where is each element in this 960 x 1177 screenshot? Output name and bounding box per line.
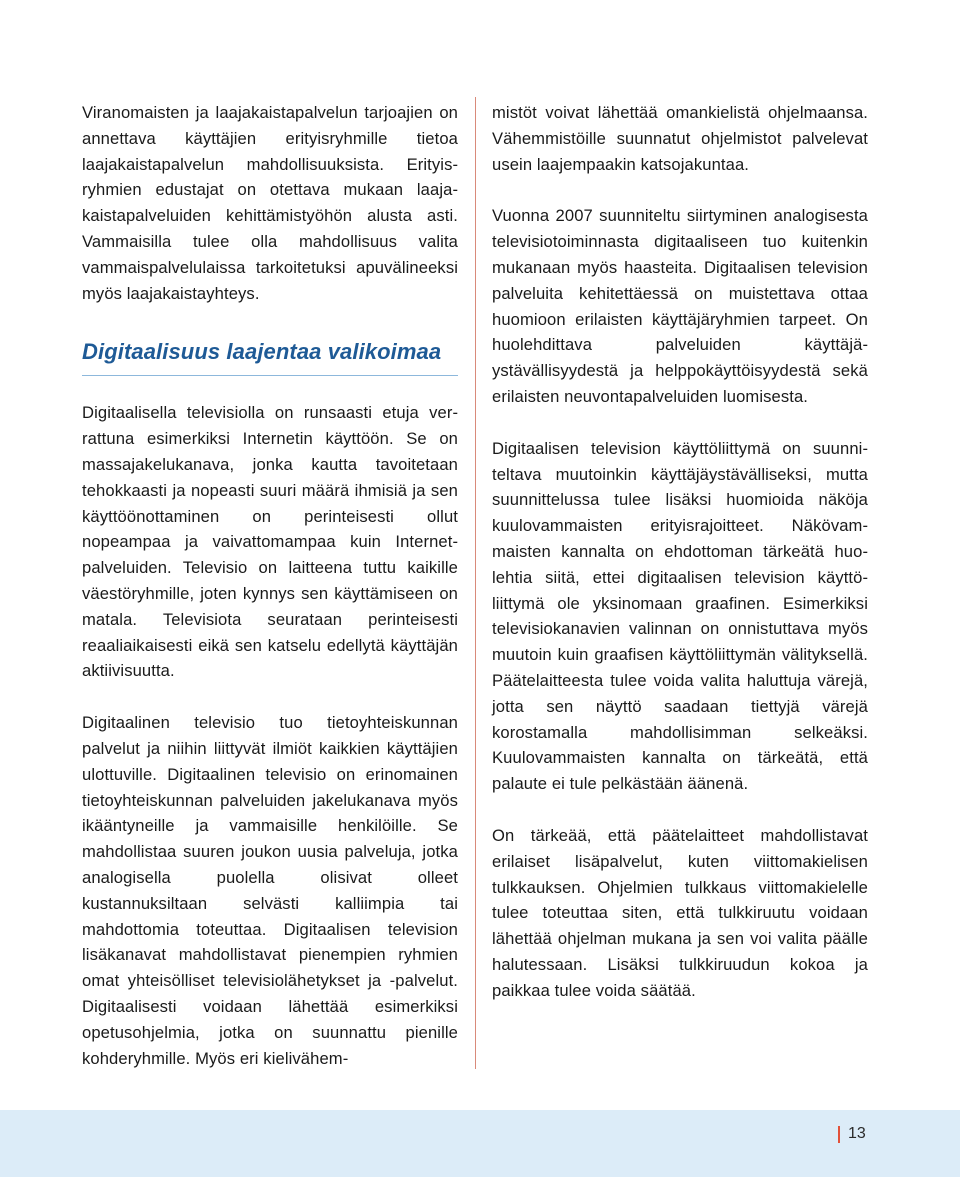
body-paragraph: On tärkeää, että päätelaitteet mahdollistavat erilaiset lisäpalvelut, kuten viittomakielisen tulkkauksen. Ohjelmien tulkkaus viittomakielelle tulee toteuttaa siten, että tulkkiruutu voidaan lähettää ohjelman mukana ja sen voi valita päälle halutessaan. Lisäksi tulkkiruudun kokoa ja paikkaa tulee voida säätää. xyxy=(492,825,868,1000)
body-paragraph: Digitaalisella televisiolla on runsaasti etuja verrattuna esimerkiksi Internetin käyttöön. Se on massajakelukanava, jonka kautta tavoitetaan tehokkaasti ja nopeasti suuri määrä ihmisiä ja sen käyttöönottaminen on perinteisesti ollut nopeampaa ja vaivattomampaa kuin Internetpalveluiden. Televisio on laitteena tuttu kaikille väestöryhmille, joten kynnys sen käyttämiseen on matala. Televisiota seurataan perinteisesti reaaliaikaisesti eikä sen katselu edellytä käyttäjän aktiivisuutta. xyxy=(82,403,458,681)
footer-band xyxy=(0,1110,960,1177)
page-number: 13 xyxy=(848,1125,866,1142)
section-heading: Digitaalisuus laajentaa valikoimaa xyxy=(82,338,458,376)
left-column xyxy=(82,100,458,1071)
body-paragraph: Digitaalisen television käyttöliittymä on suunniteltava muutoinkin käyttäjäystävälliseksi, mutta suunnittelussa tulee lisäksi huomioida näköja kuulovammaisten erityisrajoitteet. Näkövammaisten kannalta on ehdottoman tärkeätä huolehtia siitä, ettei digitaalisen television käyttöliittymä ole yksinomaan graafinen. Esimerkiksi televisiokanavien valinnan on onnistuttava myös muutoin kuin graafisen käyttöliittymän välityksellä. Päätelaitteesta tulee voida valita haluttuja värejä, jotta sen näyttö saadaan tiettyjä värejä korostamalla mahdollisimman selkeäksi. Kuulovammaisten kannalta on tärkeätä, että palaute ei tule pelkästään äänenä. xyxy=(492,438,868,794)
body-paragraph: Viranomaisten ja laajakaistapalvelun tarjoajien on annettava käyttäjien erityisryhmille tietoa laajakaistapalvelun mahdollisuuksista. Erityisryhmien edustajat on otettava mukaan laajakaistapalveluiden kehittämistyöhön alusta asti. Vammaisilla tulee olla mahdollisuus valita vammaispalvelulaissa tarkoitetuksi apuvälineeksi myös laajakaistayhteys. xyxy=(82,103,458,303)
body-paragraph: Vuonna 2007 suunniteltu siirtyminen analogisesta televisiotoiminnasta digitaaliseen tuo kuitenkin mukanaan myös haasteita. Digitaalisen television palveluita kehitettäessä on muistettava ottaa huomioon erilaisten käyttäjäryhmien tarpeet. On huolehdittava palveluiden käyttäjäystävällisyydestä ja helppokäyttöisyydestä sekä erilaisten neuvontapalveluiden luomisesta. xyxy=(492,206,868,406)
page-number-marker xyxy=(838,1126,840,1143)
body-paragraph: Digitaalinen televisio tuo tietoyhteiskunnan palvelut ja niihin liittyvät ilmiöt kaikkien käyttäjien ulottuville. Digitaalinen televisio on erinomainen tietoyhteiskunnan palveluiden jakelukanava myös ikääntyneille ja vammaisille henkilöille. Se mahdollistaa suuren joukon uusia palveluja, jotka analogisella puolella olisivat olleet kustannuksiltaan selvästi kalliimpia tai mahdottomia toteuttaa. Digitaalisen television lisäkanavat mahdollistavat pienempien ryhmien omat yhteisölliset televisiolähetykset ja -palvelut. Digitaalisesti voidaan lähettää esimerkiksi opetusohjelmia, jotka on suunnattu pienille kohderyhmille. Myös eri kielivähem- xyxy=(82,713,458,1068)
body-paragraph: mistöt voivat lähettää omankielistä ohjelmaansa. Vähemmistöille suunnatut ohjelmistot palvelevat usein laajempaakin katsojakuntaa. xyxy=(492,103,868,174)
column-divider xyxy=(475,97,476,1069)
right-column xyxy=(492,100,868,1004)
